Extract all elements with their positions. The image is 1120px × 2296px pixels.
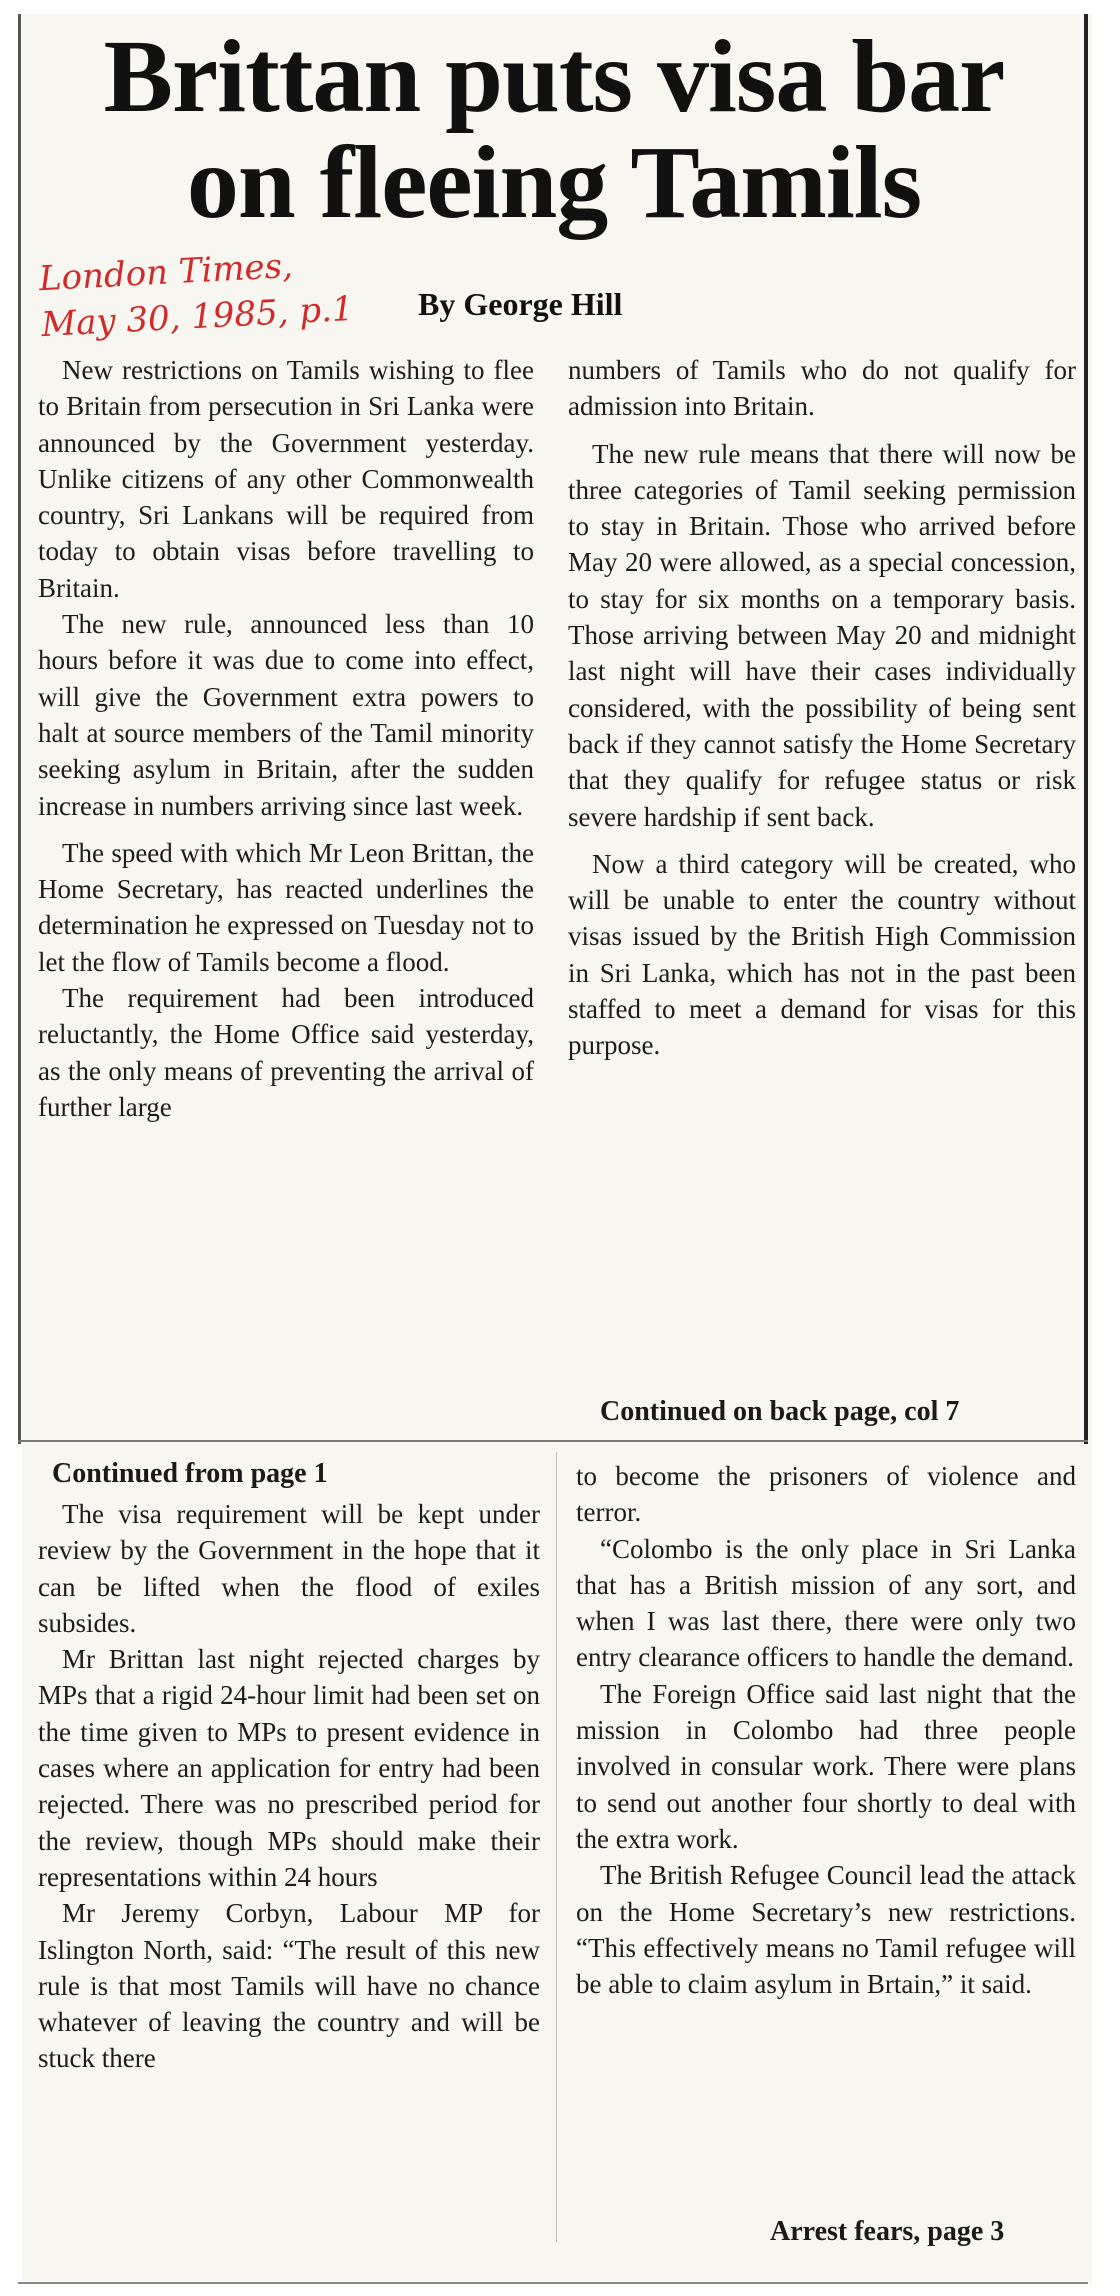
front-col1-paragraph-1: New restrictions on Tamils wishing to flee to Britain from persecution in Sri Lanka were announced by the Government yesterday. Unlike citizens of any other Commonwealth country, Sri Lankans will be required from today to obtain visas before travelling to Britain. bbox=[38, 355, 534, 603]
back-center-rule bbox=[556, 1452, 557, 2242]
handnote-line-2: May 30, 1985, p.1 bbox=[40, 288, 355, 346]
back-column-2 bbox=[576, 1458, 1076, 2002]
back-col2-paragraph-3: The Foreign Office said last night that the mission in Colombo had three people involved in consular work. There were plans to send out another four shortly to deal with the extra work. bbox=[576, 1678, 1076, 1854]
bottom-edge-rule bbox=[18, 2282, 1088, 2284]
back-col2-paragraph-2: “Colombo is the only place in Sri Lanka that has a British mission of any sort, and when I was last there, there were only two entry clearance officers to handle the demand. bbox=[576, 1533, 1076, 1673]
front-column-1 bbox=[38, 352, 534, 1125]
back-col1-paragraph-2: Mr Brittan last night rejected charges by MPs that a rigid 24-hour limit had been set on the time given to MPs to present evidence in cases where an application for entry had been rejected. There was no prescribed period for the review, though MPs should make their representations within 24 hours bbox=[38, 1644, 540, 1892]
back-col1-paragraph-1: The visa requirement will be kept under review by the Government in the hope that it can be lifted when the flood of exiles subsides. bbox=[38, 1499, 540, 1638]
section-divider bbox=[18, 1440, 1088, 1442]
right-border-rule bbox=[1084, 14, 1088, 1444]
front-col2-paragraph-2: The new rule means that there will now be three categories of Tamil seeking permission to stay in Britain. Those who arrived before May 20 were allowed, as a special concession, to stay for six months on a temporary basis. Those arriving between May 20 and midnight last night will have their cases individually considered, with the possibility of being sent back if they cannot satisfy the Home Secretary that they qualify for refugee status or risk severe hardship if sent back. bbox=[568, 438, 1076, 832]
byline: By George Hill bbox=[418, 286, 623, 322]
front-col2-paragraph-1: numbers of Tamils who do not qualify for admission into Britain. bbox=[568, 355, 1076, 422]
headline-line-2: on fleeing Tamils bbox=[186, 125, 922, 240]
headline bbox=[24, 19, 1084, 240]
front-col2-paragraph-3: Now a third category will be created, who will be unable to enter the country without visas issued by the British High Commission in Sri Lanka, which has not in the past been staffed to meet a demand for visas for this purpose. bbox=[568, 848, 1076, 1061]
arrest-fears-label: Arrest fears, page 3 bbox=[770, 2216, 1005, 2247]
front-col1-paragraph-4: The requirement had been introduced reluctantly, the Home Office said yesterday, as the only means of preventing the arrival of further large bbox=[38, 983, 534, 1122]
back-col1-paragraph-3: Mr Jeremy Corbyn, Labour MP for Islington North, said: “The result of this new rule is that most Tamils will have no chance whatever of leaving the country and will be stuck there bbox=[38, 1898, 540, 2074]
front-column-2 bbox=[568, 352, 1076, 1064]
front-col1-paragraph-2: The new rule, announced less than 10 hours before it was due to come into effect, will give the Government extra powers to halt at source members of the Tamil minority seeking asylum in Britain, after the sudden increase in numbers arriving since last week. bbox=[38, 609, 534, 821]
back-column-1 bbox=[38, 1496, 540, 2077]
left-border-rule bbox=[18, 14, 21, 1444]
continued-from-page-1-label: Continued from page 1 bbox=[52, 1458, 328, 1489]
back-col2-paragraph-1: to become the prisoners of violence and terror. bbox=[576, 1461, 1076, 1528]
handnote-line-1: London Times, bbox=[38, 245, 294, 300]
front-col1-paragraph-3: The speed with which Mr Leon Brittan, the Home Secretary, has reacted underlines the determination he expressed on Tuesday not to let the flow of Tamils become a flood. bbox=[38, 837, 534, 977]
headline-line-1: Brittan puts visa bar bbox=[103, 19, 1005, 134]
back-col2-paragraph-4: The British Refugee Council lead the attack on the Home Secretary’s new restrictions. “This effectively means no Tamil refugee will be able to claim asylum in Brtain,” it said. bbox=[576, 1860, 1076, 2000]
continued-on-back-page-label: Continued on back page, col 7 bbox=[600, 1396, 960, 1427]
